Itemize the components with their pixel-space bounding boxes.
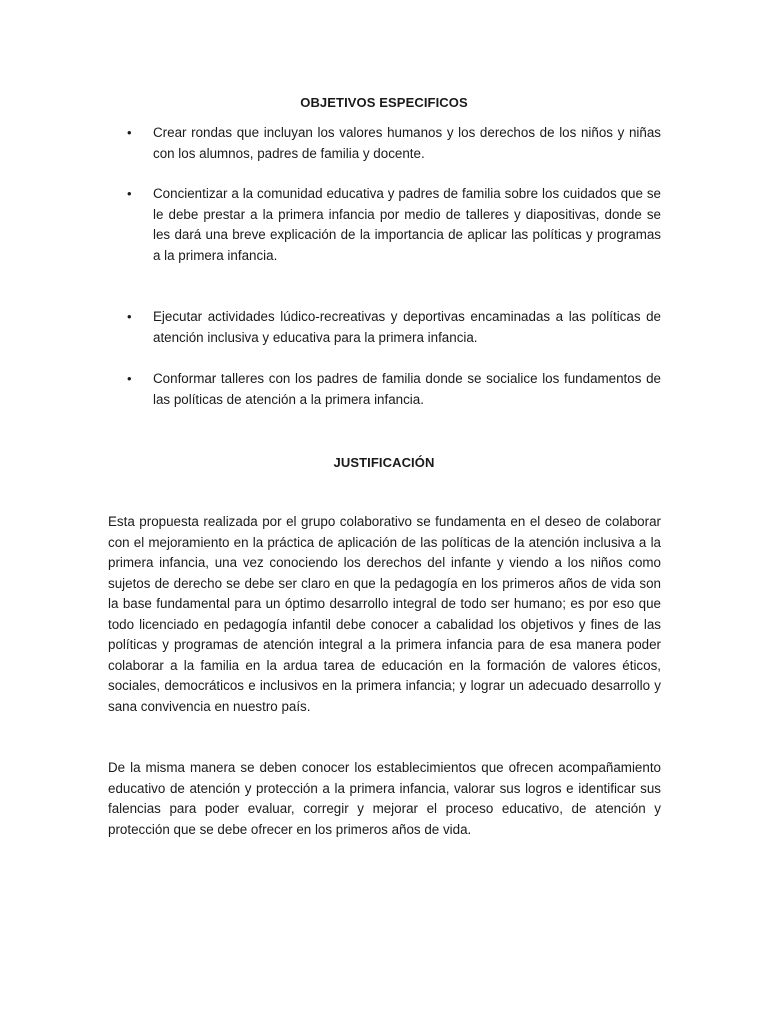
bullet-icon: • (127, 309, 132, 324)
justificacion-paragraph: De la misma manera se deben conocer los establecimientos que ofrecen acompañamiento educativo de atención y protección a la primera infancia, valorar sus logros e identificar sus falencias para poder evaluar, corregir y mejorar el proceso educativo, de atención y protección que se debe ofrecer en los primeros años de vida. (108, 760, 661, 837)
list-item-text: Crear rondas que incluyan los valores humanos y los derechos de los niños y niñas con los alumnos, padres de familia y docente. (153, 125, 661, 161)
justificacion-paragraph: Esta propuesta realizada por el grupo colaborativo se fundamenta en el deseo de colaborar con el mejoramiento en la práctica de aplicación de las políticas de la atención inclusiva a la primera infancia, una vez conociendo los derechos del infante y viendo a los niños como sujetos de derecho se debe ser claro en que la pedagogía en los primeros años de vida son la base fundamental para un óptimo desarrollo integral de todo ser humano; es por eso que todo licenciado en pedagogía infantil debe conocer a cabalidad los objetivos y fines de las políticas y programas de atención integral a la primera infancia para de esa manera poder colaborar a la familia en la ardua tarea de educación en la formación de valores éticos, sociales, democráticos e inclusivos en la primera infancia; y lograr un adecuado desarrollo y sana convivencia en nuestro país. (108, 514, 661, 714)
section-title-objetivos: OBJETIVOS ESPECIFICOS (300, 95, 468, 110)
list-item (127, 123, 661, 164)
bullet-icon: • (127, 186, 132, 201)
list-item (127, 369, 661, 410)
list-item (127, 184, 661, 266)
bullet-icon: • (127, 371, 132, 386)
list-item-text: Concientizar a la comunidad educativa y padres de familia sobre los cuidados que se le debe prestar a la primera infancia por medio de talleres y diapositivas, donde se les dará una breve explicación de la importancia de aplicar las políticas y programas a la primera infancia. (153, 186, 661, 263)
list-item-text: Conformar talleres con los padres de familia donde se socialice los fundamentos de las políticas de atención a la primera infancia. (153, 371, 661, 407)
list-item-text: Ejecutar actividades lúdico-recreativas y deportivas encaminadas a las políticas de atención inclusiva y educativa para la primera infancia. (153, 309, 661, 345)
list-item (127, 307, 661, 348)
section-title-justificacion: JUSTIFICACIÓN (333, 455, 435, 470)
bullet-icon: • (127, 125, 132, 140)
